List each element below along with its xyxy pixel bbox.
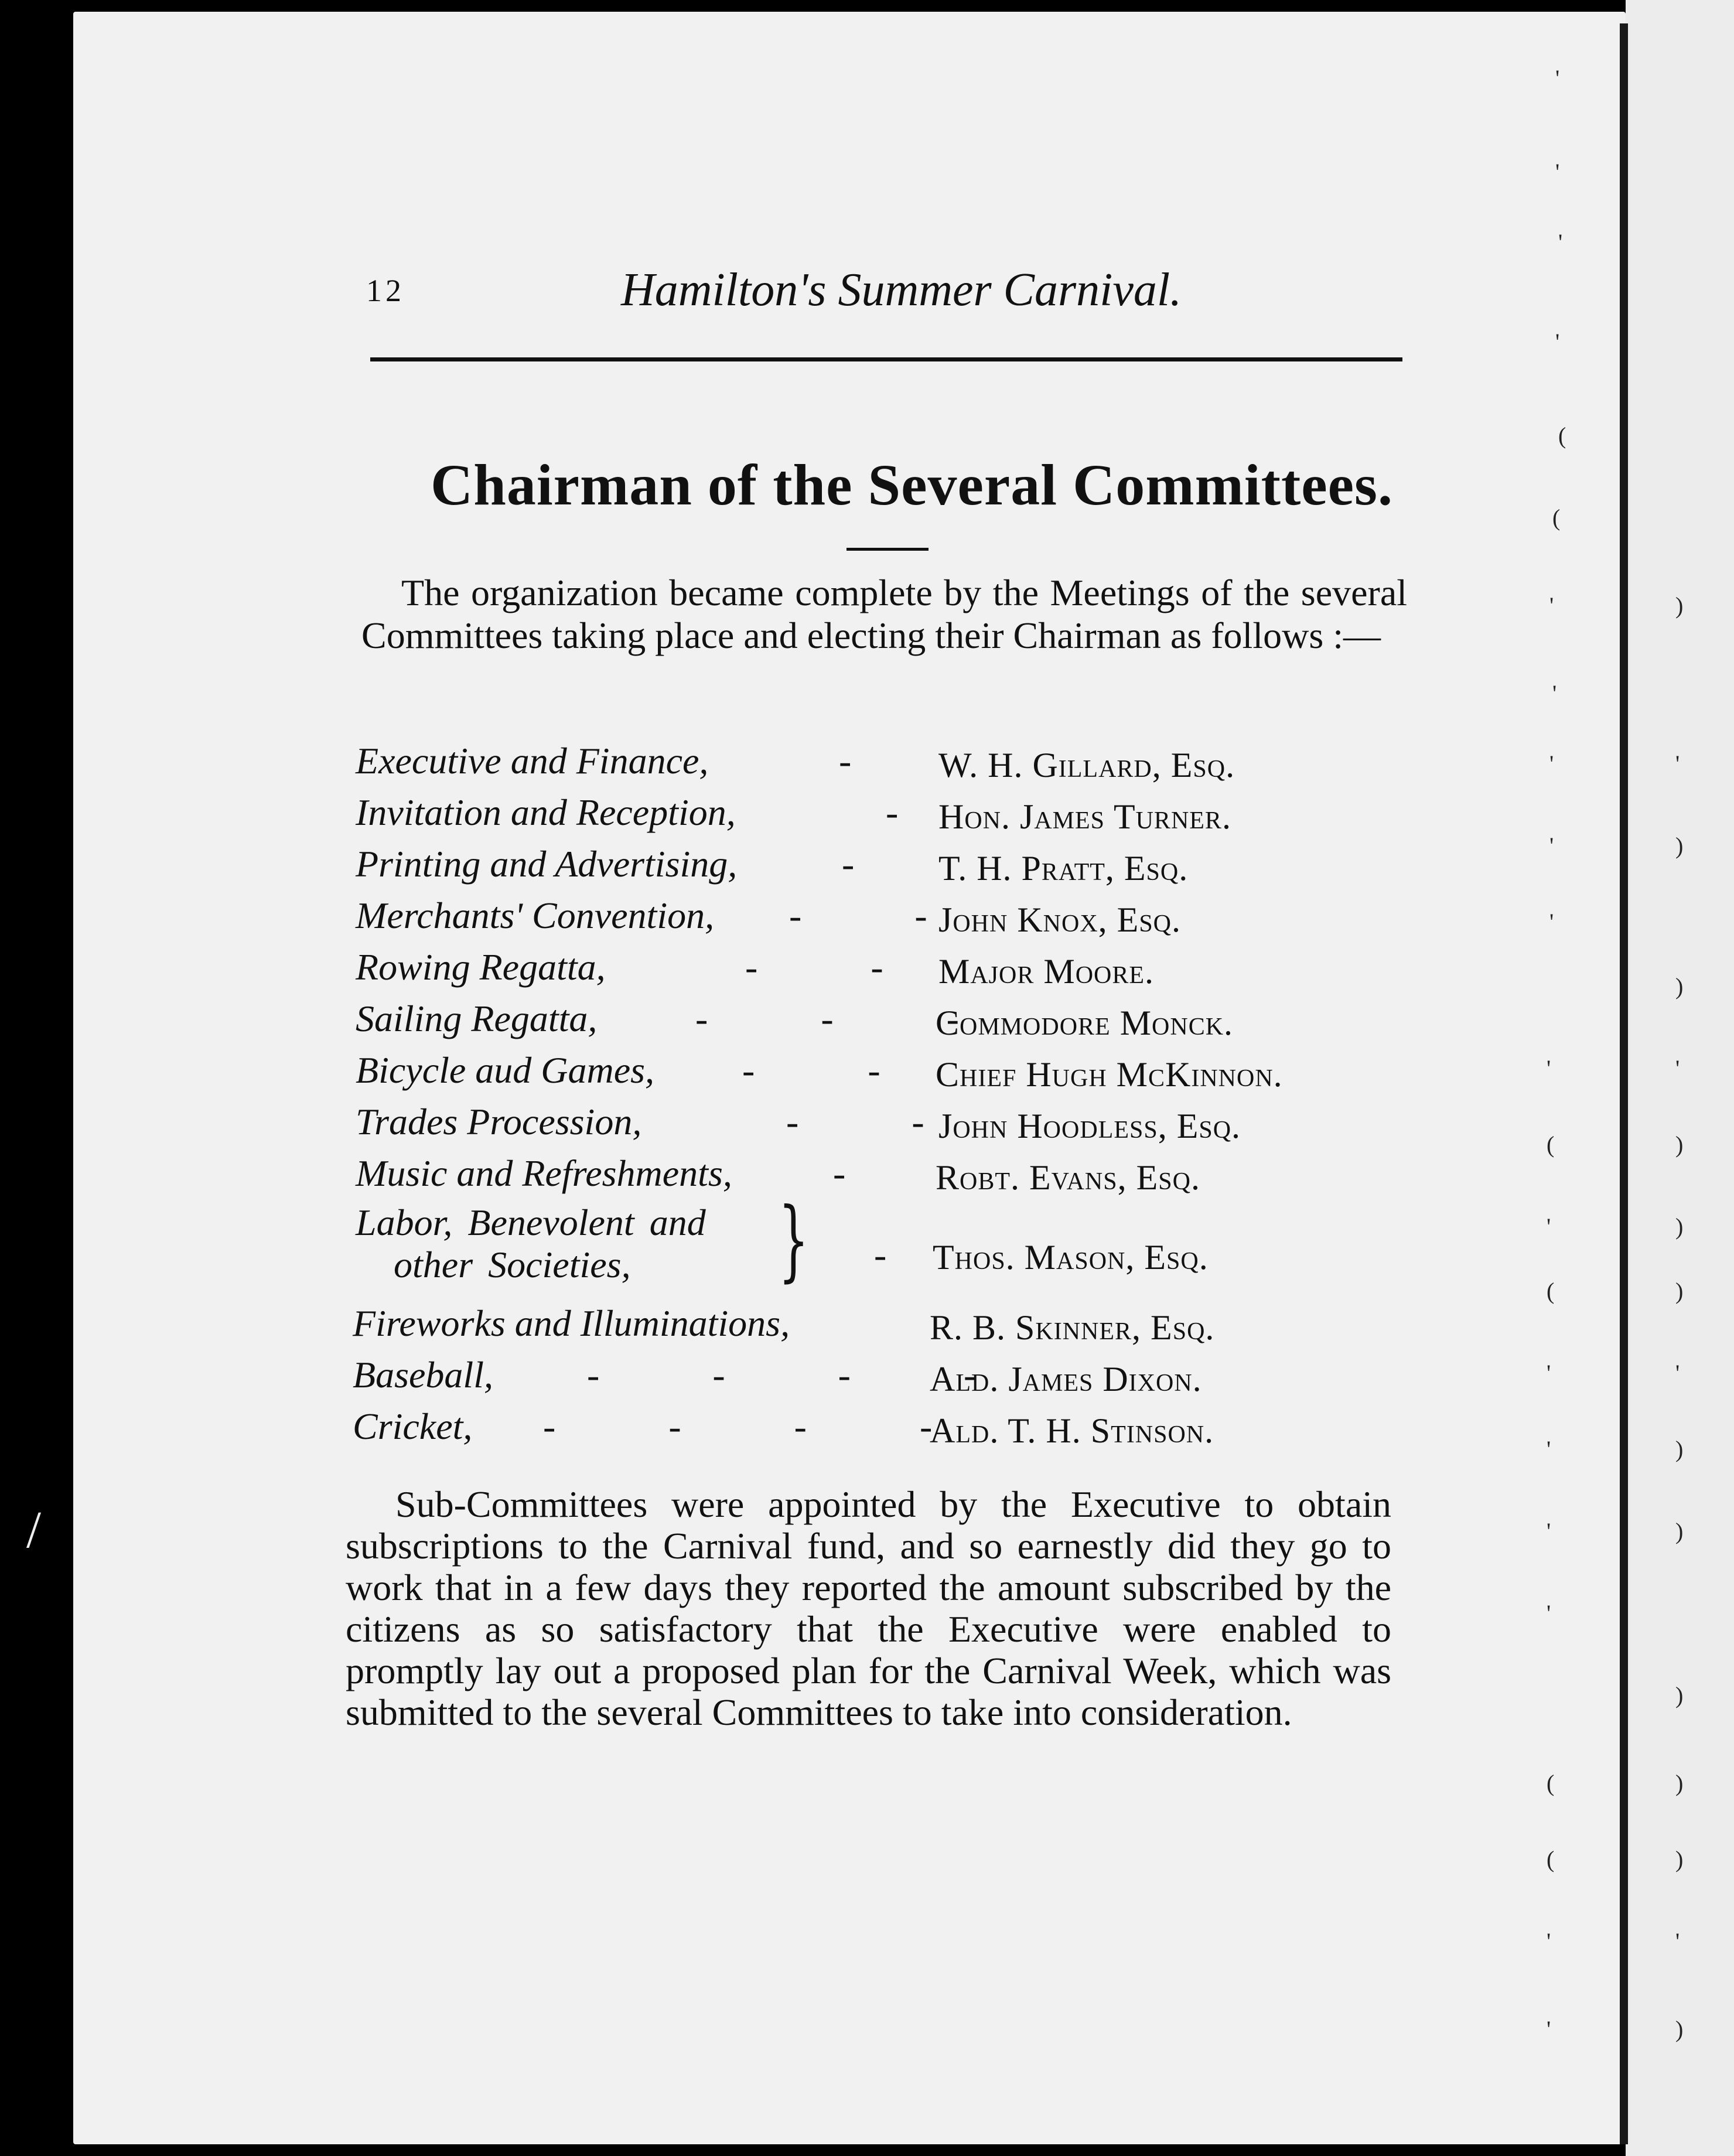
committee-row: [353, 1353, 1410, 1406]
committee-chairman: Robt. Evans, Esq.: [936, 1158, 1200, 1197]
scan-mark: ': [1549, 909, 1554, 935]
scan-mark: ': [1675, 1055, 1680, 1082]
scan-mark: ): [1675, 1213, 1684, 1240]
leader-dashes: -: [886, 792, 900, 833]
scan-mark: ': [1547, 1518, 1551, 1544]
running-head: Hamilton's Summer Carnival.: [621, 264, 1182, 316]
scan-mark: (: [1547, 1131, 1555, 1158]
committee-name: Bicycle aud Games,: [356, 1049, 655, 1091]
scan-mark: ': [1555, 65, 1560, 91]
scan-mark: ': [1547, 2016, 1551, 2042]
page-number: 12: [366, 273, 405, 308]
title-rule: [846, 548, 929, 551]
section-title: Chairman of the Several Committees.: [431, 452, 1393, 517]
scan-mark: ): [1675, 833, 1684, 859]
scan-mark: ): [1675, 973, 1684, 999]
scan-mark: ): [1675, 1682, 1684, 1708]
scan-mark: ': [1675, 1928, 1680, 1954]
committee-row: [353, 1405, 1410, 1458]
leader-dashes: -: [833, 1152, 848, 1194]
committee-row: [356, 946, 1410, 998]
committee-chairman: Ald. T. H. Stinson.: [930, 1411, 1214, 1450]
leader-dashes: - -: [745, 946, 885, 988]
leader-dashes: - - -: [695, 998, 961, 1039]
committee-name: Invitation and Reception,: [356, 792, 736, 833]
committee-row: [356, 894, 1410, 947]
committee-chairman: R. B. Skinner, Esq.: [930, 1308, 1215, 1347]
committee-chairman: T. H. Pratt, Esq.: [938, 849, 1189, 888]
committee-name: Cricket,: [353, 1406, 473, 1447]
scan-mark: ': [1547, 1436, 1551, 1462]
scan-mark: ): [1675, 1770, 1684, 1796]
adjacent-page-edge: [1626, 0, 1734, 2156]
committee-row: [356, 1049, 1410, 1101]
scan-mark: ): [1675, 1846, 1684, 1872]
scan-mark: (: [1547, 1770, 1555, 1796]
scan-mark: ': [1555, 159, 1560, 185]
committee-chairman: Chief Hugh McKinnon.: [936, 1055, 1283, 1094]
committee-row: [356, 1100, 1410, 1153]
leader-dashes: - -: [742, 1049, 882, 1091]
committee-name: Printing and Advertising,: [356, 843, 738, 885]
committee-row: [356, 842, 1410, 895]
committee-name: Executive and Finance,: [356, 740, 709, 782]
committee-row-braced: [356, 1189, 1410, 1301]
leader-dashes: - -: [789, 895, 929, 936]
scan-mark: ): [1675, 1436, 1684, 1462]
scan-mark: ': [1547, 1600, 1551, 1626]
scan-mark: ': [1555, 329, 1560, 355]
scan-mark: ': [1547, 1928, 1551, 1954]
scan-mark: ': [1547, 1055, 1551, 1082]
scan-mark: ): [1675, 1131, 1684, 1158]
scan-mark: (: [1552, 504, 1561, 531]
committee-name: Baseball,: [353, 1354, 493, 1396]
leader-dashes: -: [839, 740, 854, 782]
committee-name: Rowing Regatta,: [356, 946, 606, 988]
header-rule: [370, 357, 1402, 361]
scan-mark: ': [1675, 750, 1680, 777]
leader-dashes: -: [842, 843, 856, 885]
scan-mark: ': [1549, 592, 1554, 619]
committee-name: Trades Procession,: [356, 1101, 642, 1142]
leader-dashes: - - - -: [543, 1406, 934, 1447]
scan-mark: /: [26, 1501, 42, 1559]
leader-dashes: -: [874, 1234, 887, 1275]
committee-name: Music and Refreshments,: [356, 1152, 732, 1194]
scan-mark: (: [1547, 1846, 1555, 1872]
committee-chairman: Commodore Monck.: [936, 1004, 1234, 1042]
committee-chairman: Hon. James Turner.: [938, 797, 1231, 836]
scan-mark: ': [1547, 1213, 1551, 1240]
closing-paragraph: Sub-Committees were appointed by the Executive to obtain subscriptions to the Carnival fund, and so earnestly did they go to work that in a few days they reported the amount subscribed by the citizens as so satisfactory that the Executive were enabled to promptly lay out a proposed plan for the Carnival Week, which was submitted to the several Committees to take into consideration.: [346, 1483, 1391, 1733]
scan-mark: ': [1558, 229, 1563, 255]
page-gutter-shadow: [1620, 23, 1628, 2144]
committee-row: [356, 791, 1410, 844]
committee-name: Merchants' Convention,: [356, 895, 715, 936]
scan-mark: ': [1549, 833, 1554, 859]
scan-mark: ': [1675, 1360, 1680, 1386]
committee-name-line2: other Societies,: [394, 1244, 631, 1285]
committee-row: [356, 739, 1410, 792]
committee-chairman: John Hoodless, Esq.: [938, 1107, 1241, 1145]
committee-name: Fireworks and Illuminations,: [353, 1302, 790, 1344]
scan-mark: ': [1549, 750, 1554, 777]
scan-mark: ): [1675, 1278, 1684, 1304]
scan-mark: ': [1552, 680, 1557, 707]
committee-chairman: Ald. James Dixon.: [930, 1360, 1202, 1398]
scan-mark: ': [1547, 1360, 1551, 1386]
committee-name: Sailing Regatta,: [356, 998, 598, 1039]
scan-mark: (: [1547, 1278, 1555, 1304]
leader-dashes: - -: [786, 1101, 926, 1142]
committee-chairman: John Knox, Esq.: [938, 900, 1182, 939]
scan-mark: ): [1675, 2016, 1684, 2042]
committee-row: [356, 997, 1410, 1050]
committee-chairman: W. H. Gillard, Esq.: [938, 746, 1235, 784]
committee-row: [353, 1302, 1410, 1355]
right-brace-icon: }: [778, 1189, 809, 1291]
committee-chairman: Major Moore.: [938, 952, 1155, 991]
scan-mark: (: [1558, 422, 1566, 449]
committee-name-line1: Labor, Benevolent and: [356, 1202, 706, 1243]
scan-mark: ): [1675, 592, 1684, 619]
committee-chairman: Thos. Mason, Esq.: [933, 1238, 1209, 1277]
scan-mark: ): [1675, 1518, 1684, 1544]
committee-row: [356, 1152, 1410, 1205]
leader-dashes: - - - -: [587, 1354, 978, 1396]
intro-paragraph: The organization became complete by the Meetings of the several Committees taking place and electing their Chairman as follows :—: [361, 572, 1407, 656]
